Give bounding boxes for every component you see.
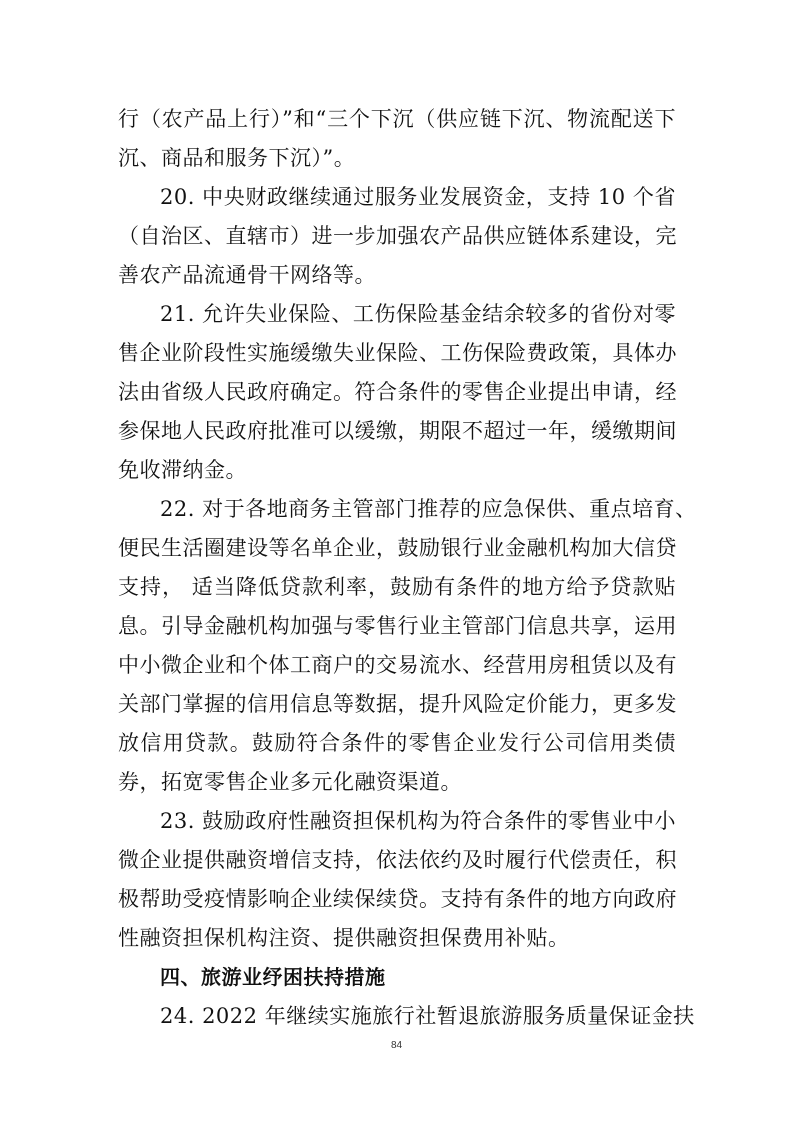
- section-heading: 四、旅游业纾困扶持措施: [160, 965, 386, 989]
- paragraph-22-line-8: 券，拓宽零售企业多元化融资渠道。: [118, 770, 462, 794]
- paragraph-22-line-1: 22. 对于各地商务主管部门推荐的应急保供、重点培育、: [160, 497, 697, 521]
- paragraph-21-line-1: 21. 允许失业保险、工伤保险基金结余较多的省份对零: [160, 302, 676, 326]
- paragraph-20-line-3: 善农产品流通骨干网络等。: [118, 263, 376, 287]
- paragraph-22-line-7: 放信用贷款。鼓励符合条件的零售企业发行公司信用类债: [118, 731, 676, 755]
- paragraph-22-line-3: 支持， 适当降低贷款利率，鼓励有条件的地方给予贷款贴: [118, 575, 676, 599]
- text-line-1: 行（农产品上行）”和“三个下沉（供应链下沉、物流配送下: [118, 107, 676, 131]
- paragraph-21-line-3: 法由省级人民政府确定。符合条件的零售企业提出申请，经: [118, 380, 677, 404]
- paragraph-22-line-4: 息。引导金融机构加强与零售行业主管部门信息共享，运用: [118, 614, 677, 638]
- paragraph-21-line-2: 售企业阶段性实施缓缴失业保险、工伤保险费政策，具体办: [118, 341, 677, 365]
- paragraph-22-line-2: 便民生活圈建设等名单企业，鼓励银行业金融机构加大信贷: [118, 536, 677, 560]
- paragraph-23-line-1: 23. 鼓励政府性融资担保机构为符合条件的零售业中小: [160, 809, 676, 833]
- paragraph-23-line-2: 微企业提供融资增信支持，依法依约及时履行代偿责任，积: [118, 848, 677, 872]
- paragraph-21-line-5: 免收滞纳金。: [118, 458, 247, 482]
- paragraph-23-line-4: 性融资担保机构注资、提供融资担保费用补贴。: [118, 926, 570, 950]
- page-number: 84: [390, 1040, 403, 1051]
- paragraph-23-line-3: 极帮助受疫情影响企业续保续贷。支持有条件的地方向政府: [118, 887, 677, 911]
- paragraph-20-line-1: 20. 中央财政继续通过服务业发展资金，支持 10 个省: [160, 185, 676, 209]
- paragraph-20-line-2: （自治区、直辖市）进一步加强农产品供应链体系建设，完: [118, 224, 677, 248]
- paragraph-22-line-6: 关部门掌握的信用信息等数据，提升风险定价能力，更多发: [118, 692, 677, 716]
- paragraph-22-line-5: 中小微企业和个体工商户的交易流水、经营用房租赁以及有: [118, 653, 677, 677]
- paragraph-21-line-4: 参保地人民政府批准可以缓缴，期限不超过一年，缓缴期间: [118, 419, 677, 443]
- text-line-2: 沉、商品和服务下沉）”。: [118, 146, 356, 170]
- paragraph-24-line-1: 24. 2022 年继续实施旅行社暂退旅游服务质量保证金扶: [160, 1004, 695, 1028]
